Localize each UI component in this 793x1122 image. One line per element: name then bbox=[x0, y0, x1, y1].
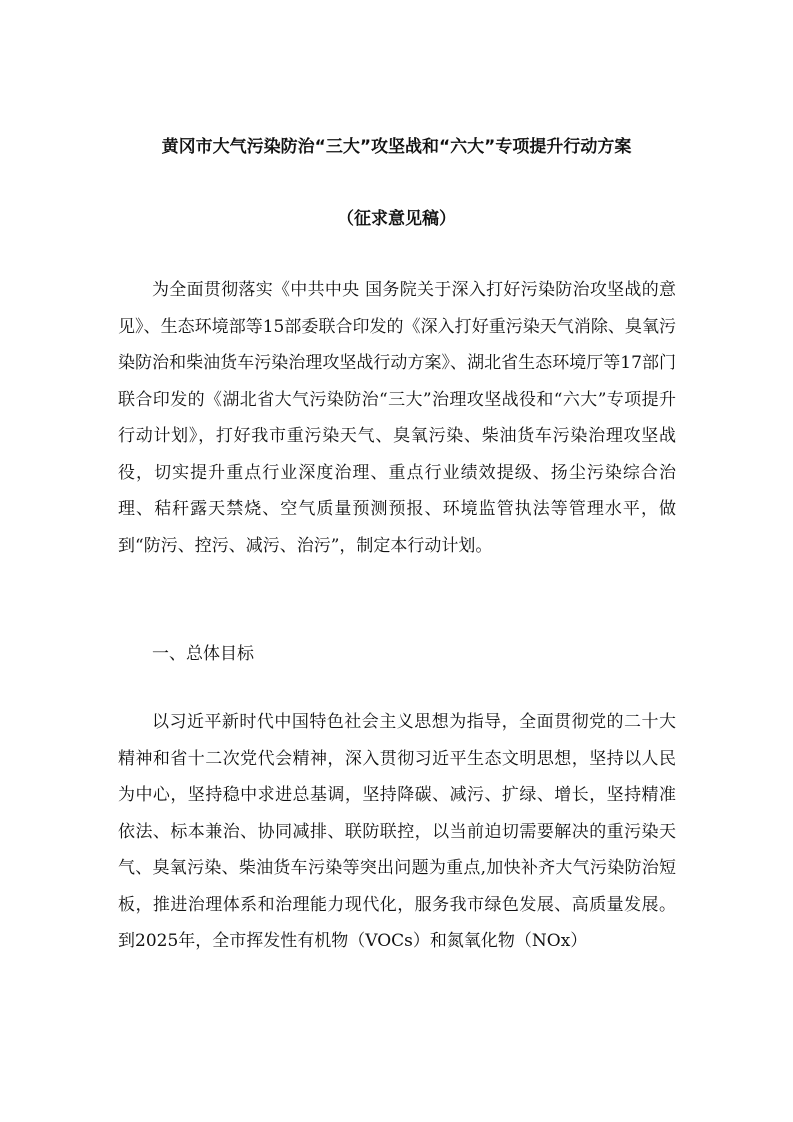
document-subtitle: （征求意见稿） bbox=[337, 209, 456, 229]
intro-paragraph: 为全面贯彻落实《中共中央 国务院关于深入打好污染防治攻坚战的意见》、生态环境部等15部委联合印发的《深入打好重污染天气消除、臭氧污染防治和柴油货车污染治理攻坚战行动方案》、湖北省生态环境厅等17部门联合印发的《湖北省大气污染防治“三大”治理攻坚战役和“六大”专项提升行动计划》，打好我市重污染天气、臭氧污染、柴油货车污染治理攻坚战役，切实提升重点行业深度治理、重点行业绩效提级、扬尘污染综合治理、秸秆露天禁烧、空气质量预测预报、环境监管执法等管理水平，做到“防污、控污、减污、治污”，制定本行动计划。 bbox=[118, 280, 676, 556]
goal-paragraph: 以习近平新时代中国特色社会主义思想为指导，全面贯彻党的二十大精神和省十二次党代会精神，深入贯彻习近平生态文明思想，坚持以人民为中心，坚持稳中求进总基调，坚持降碳、减污、扩绿、增长，坚持精准依法、标本兼治、协同减排、联防联控，以当前迫切需要解决的重污染天气、臭氧污染、柴油货车污染等突出问题为重点,加快补齐大气污染防治短板，推进治理体系和治理能力现代化，服务我市绿色发展、高质量发展。到2025年，全市挥发性有机物（VOCs）和氮氧化物（NOx） bbox=[118, 712, 676, 951]
document-title: 黄冈市大气污染防治“三大”攻坚战和“六大”专项提升行动方案 bbox=[161, 137, 632, 157]
section-heading: 一、总体目标 bbox=[152, 644, 254, 664]
